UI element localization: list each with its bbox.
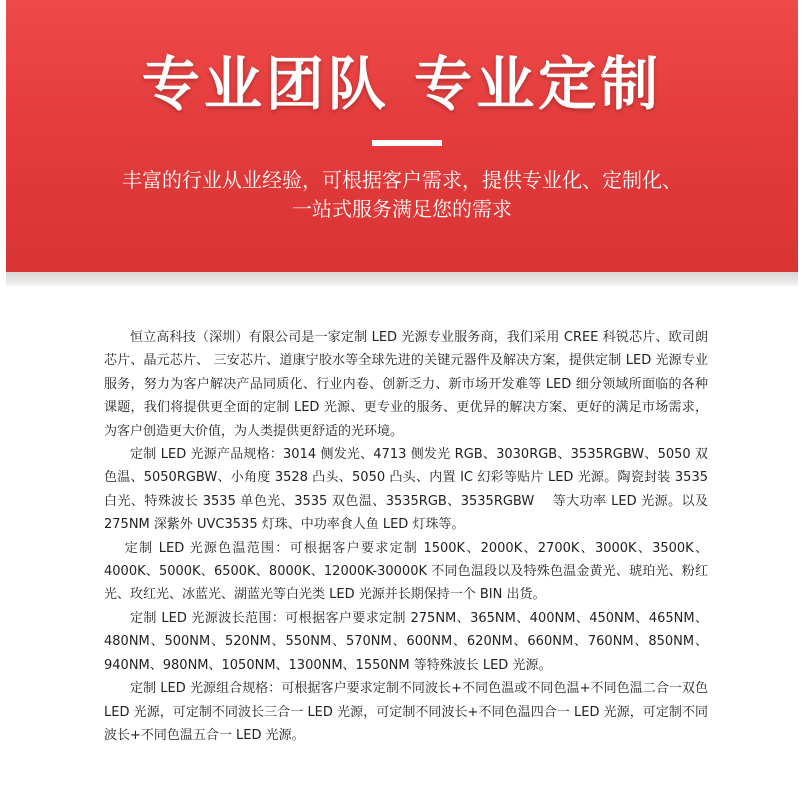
subtitle-line: 一站式服务满足您的需求 [292,197,512,221]
paragraph-intro: 恒立高科技（深圳）有限公司是一家定制 LED 光源专业服务商，我们采用 CREE 科锐芯片、欧司朗芯片、晶元芯片、 三安芯片、道康宁胶水等全球先进的关键元器件及解决方案，提供定制 LED 光源专业服务，努力为客户解决产品同质化、行业内卷、创新乏力、新市场开发难等 LED 细分领域所面临的各种课题，我们将提供更全面的定制 LED 光源、更专业的服务、更优异的解决方案、更好的满足市场需求，为客户创造更大价值，为人类提供更舒适的光环境。 [104,330,708,439]
banner-title: 专业团队 专业定制 [141,50,663,118]
title-divider [372,140,442,146]
paragraph-color-temperature: 定制 LED 光源色温范围：可根据客户要求定制 1500K、2000K、2700K、3000K、3500K、4000K、5000K、6500K、8000K、12000K-30000K 不同色温段以及特殊色温金黄光、琥珀光、粉红光、玫红光、冰蓝光、湖蓝光等白光类 LED 光源并长期保持一个 BIN 出货。 [104,540,708,603]
paragraph-product-specs: 定制 LED 光源产品规格：3014 侧发光、4713 侧发光 RGB、3030RGB、3535RGBW、5050 双色温、5050RGBW、小角度 3528 凸头、5050 凸头、内置 IC 幻彩等贴片 LED 光源。陶瓷封装 3535 白光、特殊波长 3535 单色光、3535 双色温、3535RGB、3535RGBW 等大功率 LED 光源。以及 275NM 深紫外 UVC3535 灯珠、中功率食人鱼 LED 灯珠等。 [104,447,708,533]
banner-shadow [6,272,798,286]
subtitle-line: 丰富的行业从业经验，可根据客户需求，提供专业化、定制化、 [122,168,682,192]
header-banner [6,0,798,272]
paragraph-wavelength: 定制 LED 光源波长范围：可根据客户要求定制 275NM、365NM、400NM、450NM、465NM、480NM、500NM、520NM、550NM、570NM、600NM、620NM、660NM、760NM、850NM、940NM、980NM、1050NM、1300NM、1550NM 等特殊波长 LED 光源。 [104,610,708,673]
banner-subtitle [6,166,798,224]
company-description [104,326,708,747]
paragraph-combination: 定制 LED 光源组合规格：可根据客户要求定制不同波长+不同色温或不同色温+不同色温二合一双色 LED 光源，可定制不同波长三合一 LED 光源，可定制不同波长+不同色温四合一 LED 光源，可定制不同波长+不同色温五合一 LED 光源。 [104,681,708,743]
